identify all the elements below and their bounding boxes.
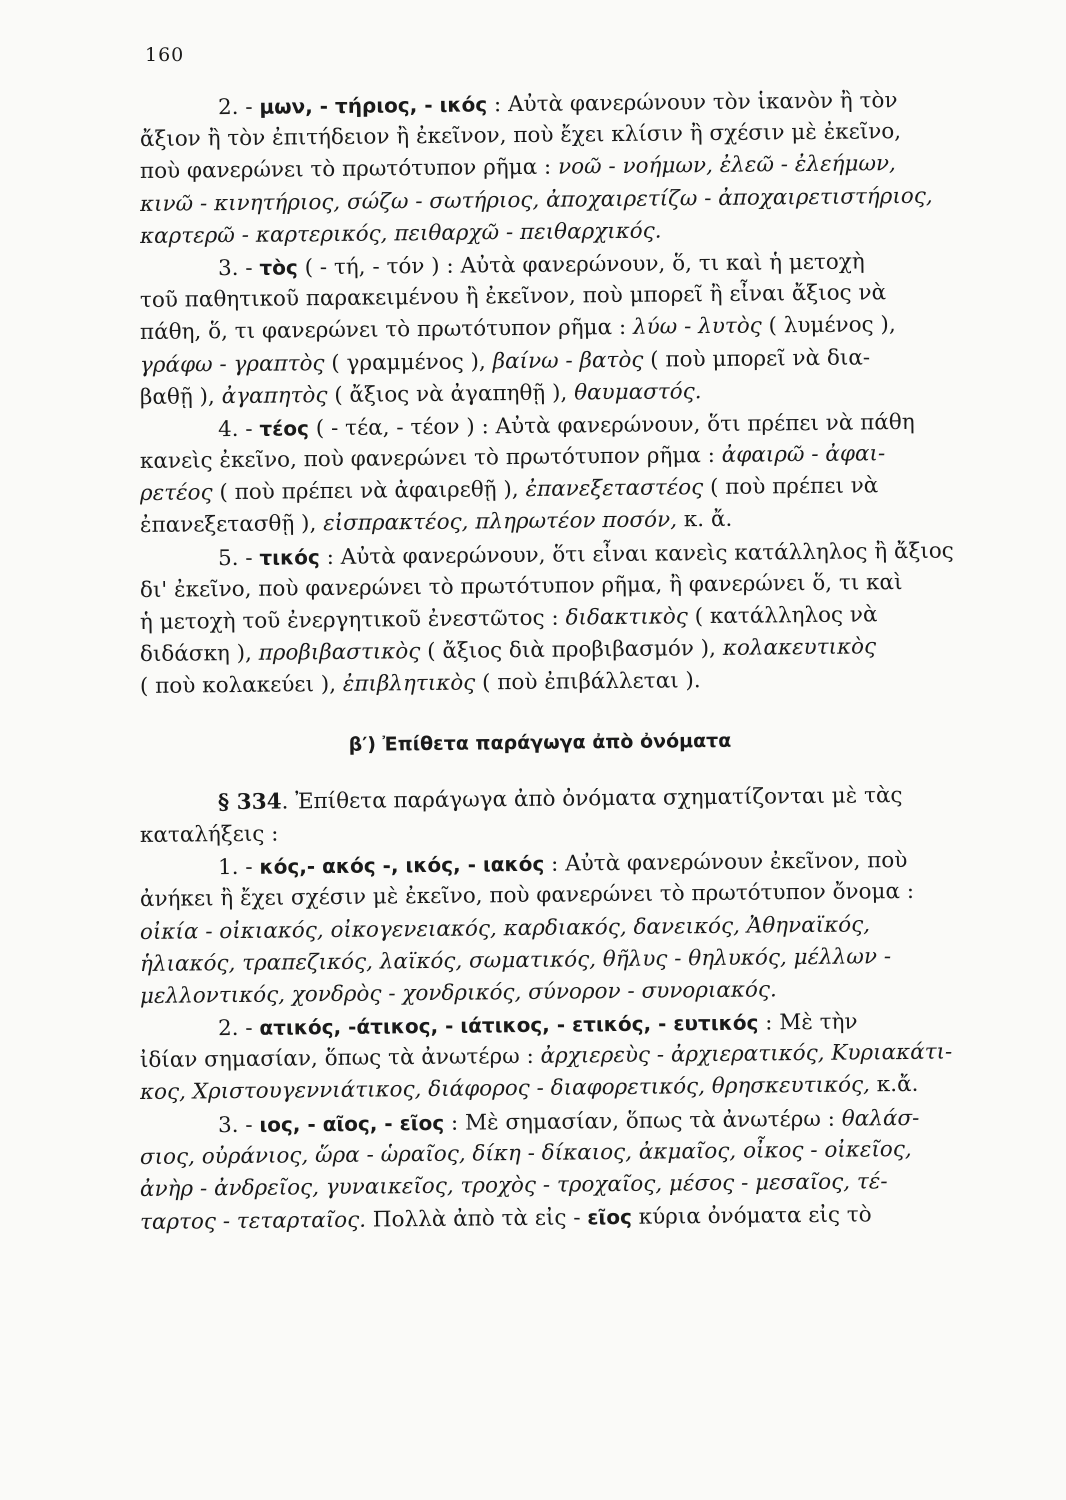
- text-run: ( ἄξιος διὰ προβιβασμόν ),: [420, 636, 723, 665]
- text-run: κύρια ὀνόματα εἰς τὸ: [631, 1202, 872, 1231]
- text-run: ( ποὺ πρέπει νὰ ἀφαιρεθῇ ),: [212, 477, 526, 506]
- text-run: ἐπανεξετασθῇ ),: [139, 511, 324, 539]
- suffix-term: μων, - τήριος, - ικός: [259, 92, 488, 119]
- suffix-term: τέος: [259, 416, 310, 441]
- item-number: 3. -: [217, 255, 260, 282]
- suffix-term: ατικός, -άτικος, - ιάτικος, - ετικός, - ευτικός: [259, 1010, 759, 1040]
- example-words: ρετέος: [139, 480, 213, 507]
- example-words: ταρτος - τεταρταῖος.: [139, 1207, 367, 1236]
- text-line: ἀνὴρ - ἀνδρεῖος, γυναικεῖος, τροχὸς - τροχαῖος, μέσος - μεσαῖος, τέ-: [139, 1169, 888, 1202]
- text-run: ( ἄξιος νὰ ἀγαπηθῇ ),: [327, 380, 575, 408]
- example-words: προβιβαστικὸς: [258, 639, 421, 666]
- example-words: ἀγαπητὸς: [221, 382, 328, 409]
- text-line: ἄξιον ἢ τὸν ἐπιτήδειον ἢ ἐκεῖνον, ποὺ ἔχει κλίσιν ἢ σχέσιν μὲ ἐκεῖνο,: [139, 119, 902, 153]
- text-run: Πολλὰ ἀπὸ τὰ εἰς -: [365, 1205, 588, 1233]
- text-run: ( κατάλληλος νὰ: [687, 602, 878, 630]
- example-words: λύω - λυτὸς: [632, 313, 762, 341]
- text-run: πάθη, ὅ, τι φανερώνει τὸ πρωτότυπον ρῆμα :: [139, 315, 634, 346]
- suffix-term: ιος, - αῖος, - εῖος: [259, 1110, 445, 1137]
- text-run: : Αὐτὰ φανερώνουν, ὅτι εἶναι κανεὶς κατάλληλος ἢ ἄξιος: [319, 538, 954, 570]
- section-number: § 334: [217, 789, 282, 815]
- text-run: : Αὐτὰ φανερώνουν τὸν ἱκανὸν ἢ τὸν: [486, 88, 898, 118]
- text-run: διδάσκη ),: [139, 640, 259, 668]
- text-run: ( γραμμένος ),: [324, 348, 493, 376]
- example-words: νοῶ - νοήμων, ἐλεῶ - ἐλεήμων,: [557, 151, 896, 180]
- example-words: βαίνω - βατὸς: [492, 347, 644, 374]
- text-line: ἡλιακός, τραπεζικός, λαϊκός, σωματικός, θῆλυς - θηλυκός, μέλλων -: [139, 943, 892, 977]
- item-number: 2. -: [217, 94, 260, 121]
- suffix-term: κός,- ακός -, ικός, - ιακός: [259, 851, 545, 879]
- text-run: . Ἐπίθετα παράγωγα ἀπὸ ὀνόματα σχηματίζονται μὲ τὰς: [281, 782, 903, 815]
- item-number: 1. -: [217, 854, 260, 881]
- text-line: οἰκία - οἰκιακός, οἰκογενειακός, καρδιακός, δανεικός, Ἀθηναϊκός,: [139, 911, 871, 945]
- text-line: μελλοντικός, χονδρὸς - χονδρικός, σύνορον - συνοριακός.: [139, 977, 777, 1009]
- text-line: τοῦ παθητικοῦ παρακειμένου ἢ ἐκεῖνον, ποὺ μπορεῖ ἢ εἶναι ἄξιος νὰ: [139, 280, 887, 314]
- suffix-term: τὸς: [259, 255, 298, 280]
- text-run: ( - τέα, - τέον ) : Αὐτὰ φανερώνουν, ὅτι πρέπει νὰ πάθη: [308, 409, 915, 442]
- text-run: ποὺ φανερώνει τὸ πρωτότυπον ρῆμα :: [139, 154, 559, 185]
- text-run: ( ποὺ μπορεῖ νὰ δια-: [643, 344, 871, 373]
- text-run: ἰδίαν σημασίαν, ὅπως τὰ ἀνωτέρω :: [139, 1044, 541, 1074]
- item-number: 5. -: [217, 545, 260, 571]
- text-run: ἡ μετοχὴ τοῦ ἐνεργητικοῦ ἐνεστῶτος :: [139, 605, 566, 635]
- example-words: ἀρχιερεὺς - ἀρχιερατικός, Κυριακάτι-: [540, 1039, 953, 1070]
- example-words: διδακτικὸς: [565, 604, 688, 631]
- suffix-term: εῖος: [587, 1205, 633, 1230]
- item-number: 2. -: [217, 1015, 260, 1042]
- item-number: 3. -: [217, 1112, 260, 1138]
- text-run: : Μὲ σημασίαν, ὅπως τὰ ἀνωτέρω :: [443, 1106, 842, 1136]
- text-line: κινῶ - κινητήριος, σώζω - σωτήριος, ἀποχαιρετίζω - ἀποχαιρετιστήριος,: [139, 183, 933, 217]
- example-words: ἀφαιρῶ - ἀφαι-: [721, 441, 886, 468]
- text-line: σιος, οὐράνιος, ὥρα - ὡραῖος, δίκη - δίκαιος, ἀκμαῖος, οἶκος - οἰκεῖος,: [139, 1136, 912, 1170]
- text-run: κ. ἄ.: [676, 507, 733, 533]
- item-number: 4. -: [217, 416, 260, 443]
- text-body: [139, 88, 980, 1238]
- text-run: ( λυμένος ),: [761, 312, 896, 339]
- page-number: 160: [145, 44, 185, 66]
- suffix-term: τικός: [259, 544, 320, 570]
- text-run: : Αὐτὰ φανερώνουν ἐκεῖνον, ποὺ: [544, 848, 908, 877]
- text-run: ( ποὺ πρέπει νὰ: [703, 473, 879, 501]
- example-words: κολακευτικὸς: [722, 634, 877, 662]
- text-run: : Μὲ τὴν: [758, 1009, 858, 1036]
- text-run: ( - τή, - τόν ) : Αὐτὰ φανερώνουν, ὅ, τι καὶ ἡ μετοχὴ: [297, 249, 865, 281]
- example-words: γράφω - γραπτὸς: [139, 350, 325, 378]
- example-words: ἐπανεξεταστέος: [525, 475, 704, 503]
- text-run: κ.ἄ.: [869, 1072, 919, 1098]
- text-line: ἀνήκει ἢ ἔχει σχέσιν μὲ ἐκεῖνο, ποὺ φανερώνει τὸ πρωτότυπον ὄνομα :: [139, 879, 915, 913]
- text-run: ( ποὺ ἐπιβάλλεται ).: [475, 668, 701, 696]
- text-run: ( ποὺ κολακεύει ),: [139, 672, 343, 700]
- example-words: εἰσπρακτέος, πληρωτέον ποσόν,: [323, 507, 678, 537]
- text-line: καταλήξεις :: [139, 821, 279, 848]
- example-words: ἐπιβλητικὸς: [342, 670, 476, 698]
- example-words: θαλάσ-: [841, 1105, 920, 1132]
- text-line: [140, 663, 980, 704]
- text-line: καρτερῶ - καρτερικός, πειθαρχῶ - πειθαρχικός.: [139, 218, 662, 249]
- text-run: βαθῇ ),: [139, 383, 222, 410]
- heading-text: β′) Ἐπίθετα παράγωγα ἀπὸ ὀνόματα: [348, 729, 732, 756]
- example-words: θαυμαστός.: [574, 378, 702, 406]
- text-line: δι' ἐκεῖνο, ποὺ φανερώνει τὸ πρωτότυπον ρῆμα, ἢ φανερώνει ὅ, τι καὶ: [139, 569, 903, 603]
- example-words: κος, Χριστουγεννιάτικος, διάφορος - διαφορετικός, θρησκευτικός,: [139, 1072, 871, 1106]
- text-run: κανεὶς ἐκεῖνο, ποὺ φανερώνει τὸ πρωτότυπον ρῆμα :: [139, 442, 722, 475]
